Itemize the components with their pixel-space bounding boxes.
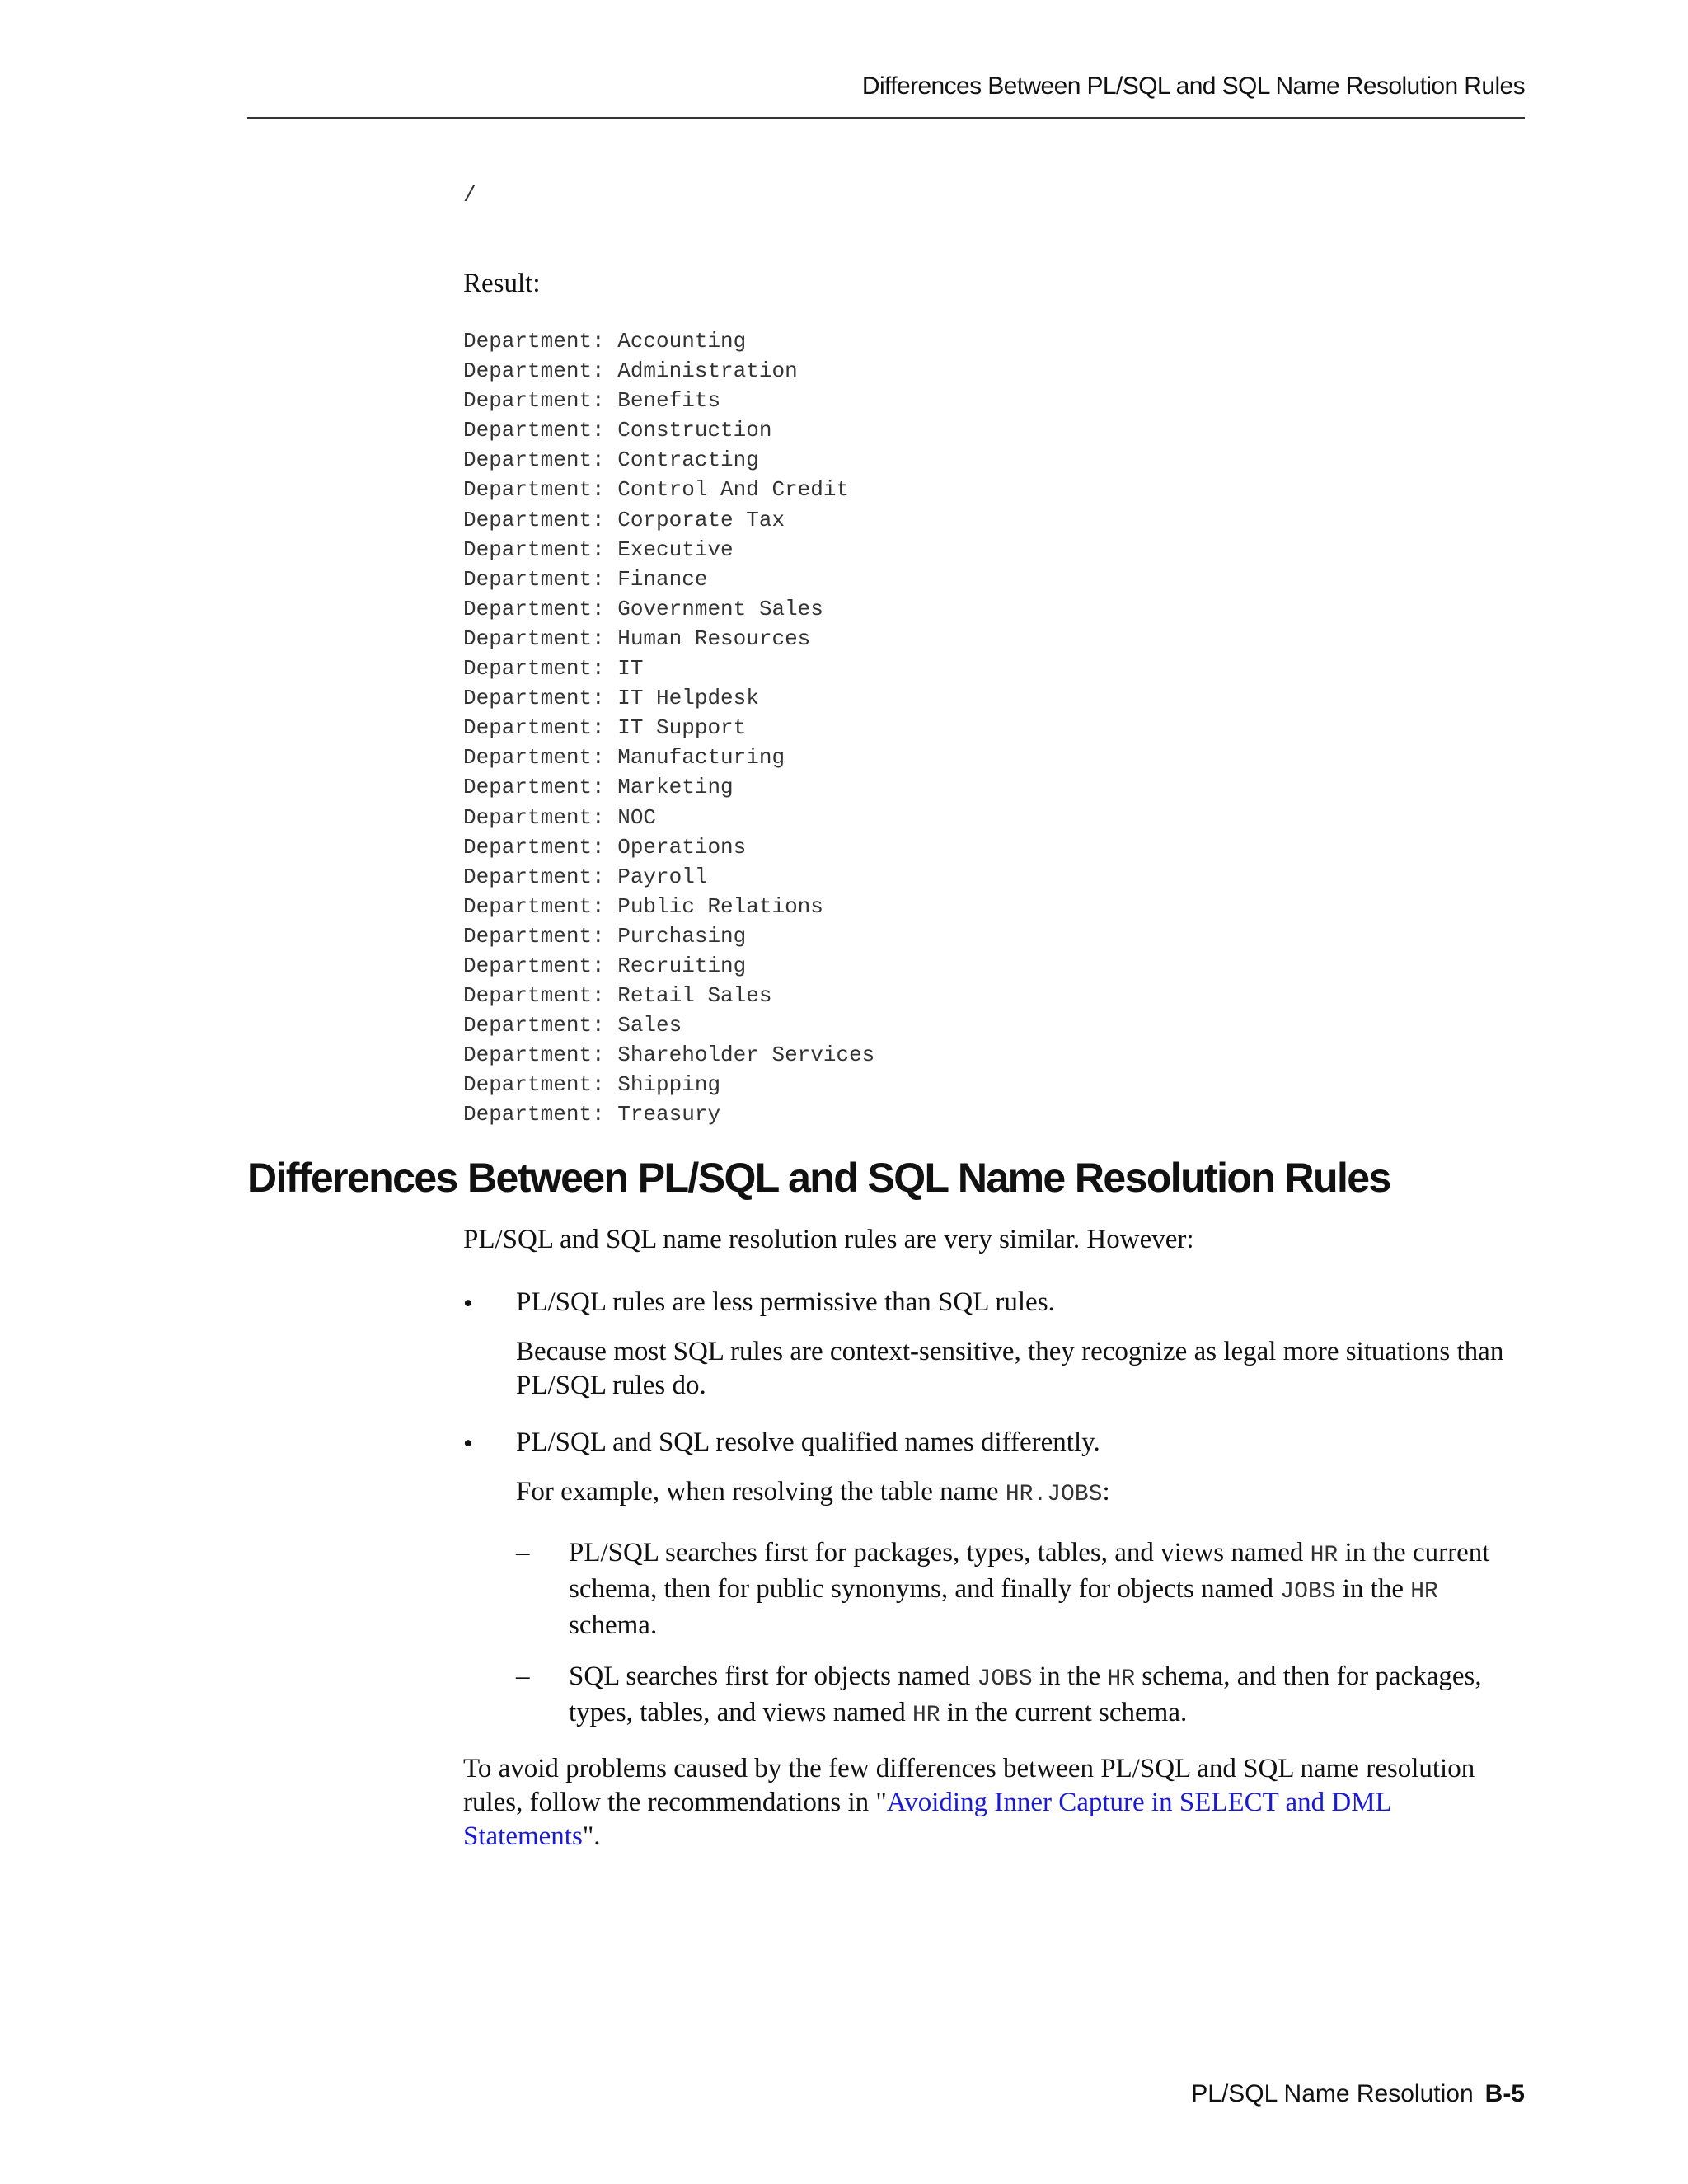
result-line: Department: Construction bbox=[463, 418, 772, 443]
header-rule bbox=[247, 117, 1525, 119]
result-line: Department: Contracting bbox=[463, 448, 759, 473]
inline-code: HR bbox=[912, 1703, 940, 1728]
bullet-item-text: PL/SQL and SQL resolve qualified names differently. bbox=[516, 1427, 1100, 1457]
result-line: Department: Government Sales bbox=[463, 596, 823, 621]
result-line: Department: Administration bbox=[463, 359, 798, 384]
result-line: Department: Human Resources bbox=[463, 626, 811, 651]
running-header: Differences Between PL/SQL and SQL Name Resolution Rules bbox=[861, 73, 1525, 100]
result-line: Department: NOC bbox=[463, 804, 657, 830]
text-run: ". bbox=[582, 1821, 601, 1851]
sub-item-plsql bbox=[569, 1536, 1526, 1643]
code-terminator: / bbox=[463, 183, 476, 208]
result-line: Department: Benefits bbox=[463, 388, 721, 414]
dash-marker: – bbox=[516, 1538, 530, 1568]
result-line: Department: Accounting bbox=[463, 329, 747, 354]
inline-code: HR bbox=[1310, 1543, 1339, 1568]
result-line: Department: IT bbox=[463, 656, 644, 682]
result-line: Department: Finance bbox=[463, 566, 708, 592]
section-heading: Differences Between PL/SQL and SQL Name Resolution Rules bbox=[247, 1155, 1390, 1201]
text-run: in the current schema, then for public synonyms, and finally for objects named bbox=[569, 1538, 1490, 1604]
bullet-item-detail: Because most SQL rules are context-sensitive, they recognize as legal more situations than PL/SQL rules do. bbox=[516, 1337, 1504, 1400]
text-run: in the bbox=[1032, 1661, 1108, 1691]
example-suffix: : bbox=[1102, 1477, 1110, 1507]
result-line: Department: Public Relations bbox=[463, 893, 823, 919]
text-run: schema. bbox=[569, 1610, 658, 1640]
result-line: Department: Purchasing bbox=[463, 923, 747, 949]
text-run: SQL searches first for objects named bbox=[569, 1661, 978, 1691]
footer-label: PL/SQL Name Resolution bbox=[1191, 2080, 1474, 2107]
sub-item-sql bbox=[569, 1660, 1526, 1732]
result-line: Department: Shareholder Services bbox=[463, 1043, 875, 1068]
closing-paragraph bbox=[463, 1752, 1526, 1854]
result-line: Department: Corporate Tax bbox=[463, 507, 785, 532]
result-line: Department: Operations bbox=[463, 834, 747, 860]
inline-code: JOBS bbox=[1280, 1579, 1336, 1605]
inline-code: JOBS bbox=[977, 1666, 1033, 1692]
result-line: Department: Manufacturing bbox=[463, 745, 785, 771]
example-prefix: For example, when resolving the table name bbox=[516, 1477, 1006, 1507]
bullet-marker: • bbox=[463, 1289, 473, 1319]
result-label: Result: bbox=[463, 269, 541, 298]
result-line: Department: Treasury bbox=[463, 1102, 721, 1127]
cross-reference-link[interactable]: Avoiding Inner Capture in SELECT and DML Statements bbox=[463, 1788, 1391, 1851]
bullet-item-example bbox=[516, 1475, 1526, 1511]
result-output-block bbox=[463, 326, 874, 1130]
inline-code: HR bbox=[1410, 1579, 1438, 1605]
dash-marker: – bbox=[516, 1661, 530, 1691]
text-run: PL/SQL searches first for packages, types, tables, and views named bbox=[569, 1538, 1311, 1568]
text-run: To avoid problems caused by the few differences between PL/SQL and SQL name resolution rules, follow the recommendations in " bbox=[463, 1754, 1475, 1817]
result-line: Department: IT Support bbox=[463, 715, 747, 741]
inline-code: HR.JOBS bbox=[1005, 1482, 1103, 1507]
text-run: in the current schema. bbox=[940, 1698, 1188, 1727]
result-line: Department: IT Helpdesk bbox=[463, 686, 759, 711]
page-number: B-5 bbox=[1484, 2080, 1525, 2107]
result-line: Department: Executive bbox=[463, 537, 734, 562]
text-run: in the bbox=[1335, 1574, 1411, 1604]
bullet-marker: • bbox=[463, 1429, 473, 1459]
result-line: Department: Control And Credit bbox=[463, 477, 850, 503]
result-line: Department: Retail Sales bbox=[463, 983, 772, 1009]
result-line: Department: Shipping bbox=[463, 1072, 721, 1098]
bullet-item-text: PL/SQL rules are less permissive than SQL rules. bbox=[516, 1287, 1055, 1317]
inline-code: HR bbox=[1107, 1666, 1136, 1692]
text-run: schema, and then for packages, types, tables, and views named bbox=[569, 1661, 1482, 1727]
result-line: Department: Payroll bbox=[463, 864, 708, 889]
page-footer bbox=[247, 2080, 1525, 2108]
section-intro: PL/SQL and SQL name resolution rules are very similar. However: bbox=[463, 1225, 1194, 1254]
result-line: Department: Marketing bbox=[463, 775, 734, 800]
result-line: Department: Recruiting bbox=[463, 953, 747, 978]
result-line: Department: Sales bbox=[463, 1013, 682, 1038]
